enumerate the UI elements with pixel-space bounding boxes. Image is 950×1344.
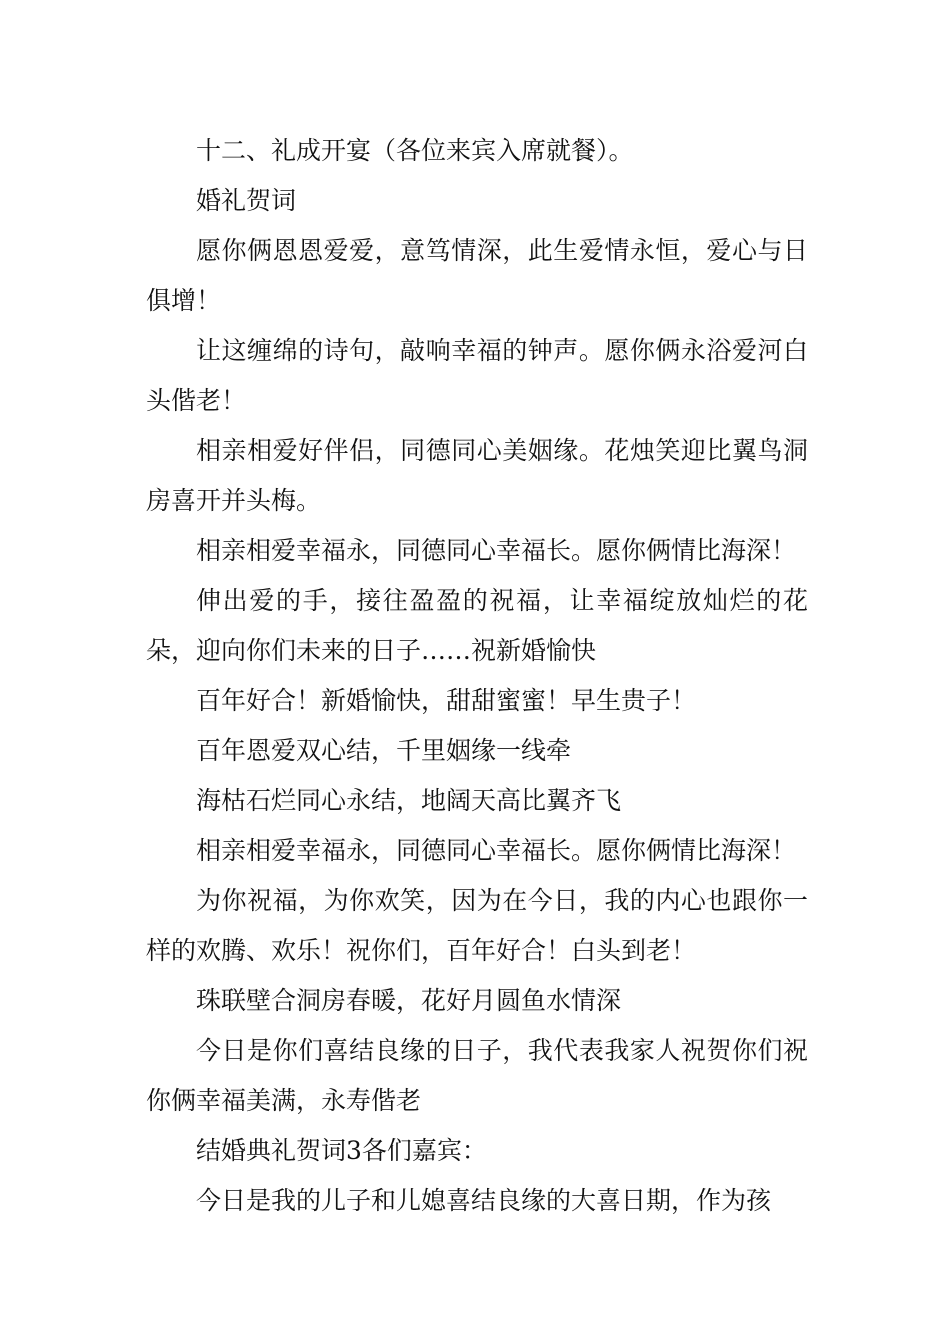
section-heading: 婚礼贺词 xyxy=(196,186,297,215)
paragraph: 让这缠绵的诗句，敲响幸福的钟声。愿你俩永浴爱河白头偕老！ xyxy=(146,336,808,415)
paragraph: 海枯石烂同心永结，地阔天高比翼齐飞 xyxy=(196,786,622,815)
paragraph: 珠联壁合洞房春暖，花好月圆鱼水情深 xyxy=(196,986,622,1015)
paragraph: 伸出爱的手，接往盈盈的祝福，让幸福绽放灿烂的花朵，迎向你们未来的日子……祝新婚愉快 xyxy=(146,586,808,665)
paragraph: 愿你俩恩恩爱爱，意笃情深，此生爱情永恒，爱心与日俱增！ xyxy=(146,236,808,315)
paragraph: 今日是我的儿子和儿媳喜结良缘的大喜日期，作为孩 xyxy=(196,1186,772,1215)
paragraph: 相亲相爱幸福永，同德同心幸福长。愿你俩情比海深！ xyxy=(196,836,797,865)
paragraph: 相亲相爱幸福永，同德同心幸福长。愿你俩情比海深！ xyxy=(196,536,797,565)
paragraph: 相亲相爱好伴侣，同德同心美姻缘。花烛笑迎比翼鸟洞房喜开并头梅。 xyxy=(146,436,808,515)
section-heading: 结婚典礼贺词3各们嘉宾： xyxy=(196,1136,487,1165)
paragraph: 为你祝福，为你欢笑，因为在今日，我的内心也跟你一样的欢腾、欢乐！祝你们，百年好合！白头到老！ xyxy=(146,886,808,965)
paragraph-closing-step: 十二、礼成开宴（各位来宾入席就餐）。 xyxy=(196,136,634,165)
document-body xyxy=(146,126,808,1226)
paragraph: 今日是你们喜结良缘的日子，我代表我家人祝贺你们祝你俩幸福美满，永寿偕老 xyxy=(146,1036,808,1115)
paragraph: 百年好合！新婚愉快，甜甜蜜蜜！早生贵子！ xyxy=(196,686,697,715)
paragraph: 百年恩爱双心结，千里姻缘一线牵 xyxy=(196,736,572,765)
